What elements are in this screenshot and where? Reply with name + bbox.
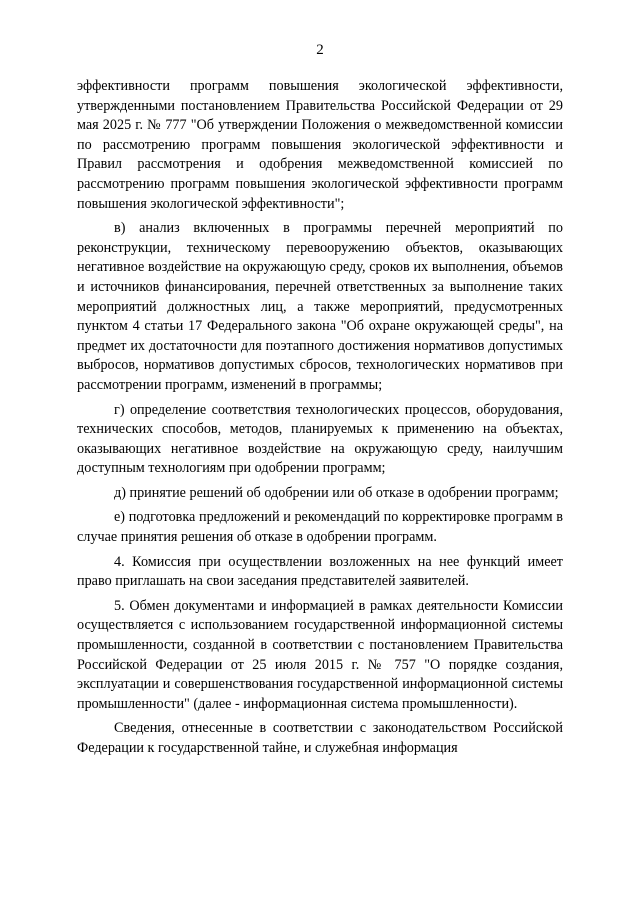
paragraph-item-g: г) определение соответствия технологических процессов, оборудования, технических способов, методов, планируемых к применению на объектах, оказывающих негативное воздействие на окружающую среду, наилучшим доступным технологиям при одобрении программ; — [77, 401, 563, 477]
paragraph-clause-5-continued: Сведения, отнесенные в соответствии с законодательством Российской Федерации к государственной тайне, и служебная информация — [77, 720, 563, 756]
paragraph-clause-4: 4. Комиссия при осуществлении возложенных на нее функций имеет право приглашать на свои заседания представителей заявителей. — [77, 553, 563, 590]
paragraph-item-v: в) анализ включенных в программы перечней мероприятий по реконструкции, техническому перевооружению объектов, оказывающих негативное воздействие на окружающую среду, сроков их выполнения, объемов и источников финансирования, перечней ответственных за выполнение таких мероприятий должностных лиц, а также мероприятий, предусмотренных пунктом 4 статьи 17 Федерального закона "Об охране окружающей среды", на предмет их достаточности для поэтапного достижения нормативов допустимых выбросов, нормативов допустимых сбросов, технологических нормативов при рассмотрении программ, изменений в программы; — [77, 220, 563, 393]
paragraph-continuation: эффективности программ повышения экологической эффективности, утвержденными постановлением Правительства Российской Федерации от 29 мая 2025 г. № 777 "Об утверждении Положения о межведомственной комиссии по рассмотрению программ повышения экологической эффективности и Правил рассмотрения и одобрения межведомственной комиссией по рассмотрению программ повышения экологической эффективности программ повышения экологической эффективности"; — [77, 78, 563, 212]
page-number: 2 — [316, 42, 324, 58]
paragraph-item-d: д) принятие решений об одобрении или об отказе в одобрении программ; — [114, 484, 559, 501]
paragraph-clause-5: 5. Обмен документами и информацией в рамках деятельности Комиссии осуществляется с использованием государственной информационной системы промышленности, созданной в соответствии с постановлением Правительства Российской Федерации от 25 июля 2015 г. № 757 "О порядке создания, эксплуатации и совершенствования государственной информационной системы промышленности" (далее - информационная система промышленности). — [77, 597, 563, 712]
document-body — [77, 77, 563, 759]
paragraph-item-e: е) подготовка предложений и рекомендаций по корректировке программ в случае принятия решения об отказе в одобрении программ. — [77, 509, 563, 546]
